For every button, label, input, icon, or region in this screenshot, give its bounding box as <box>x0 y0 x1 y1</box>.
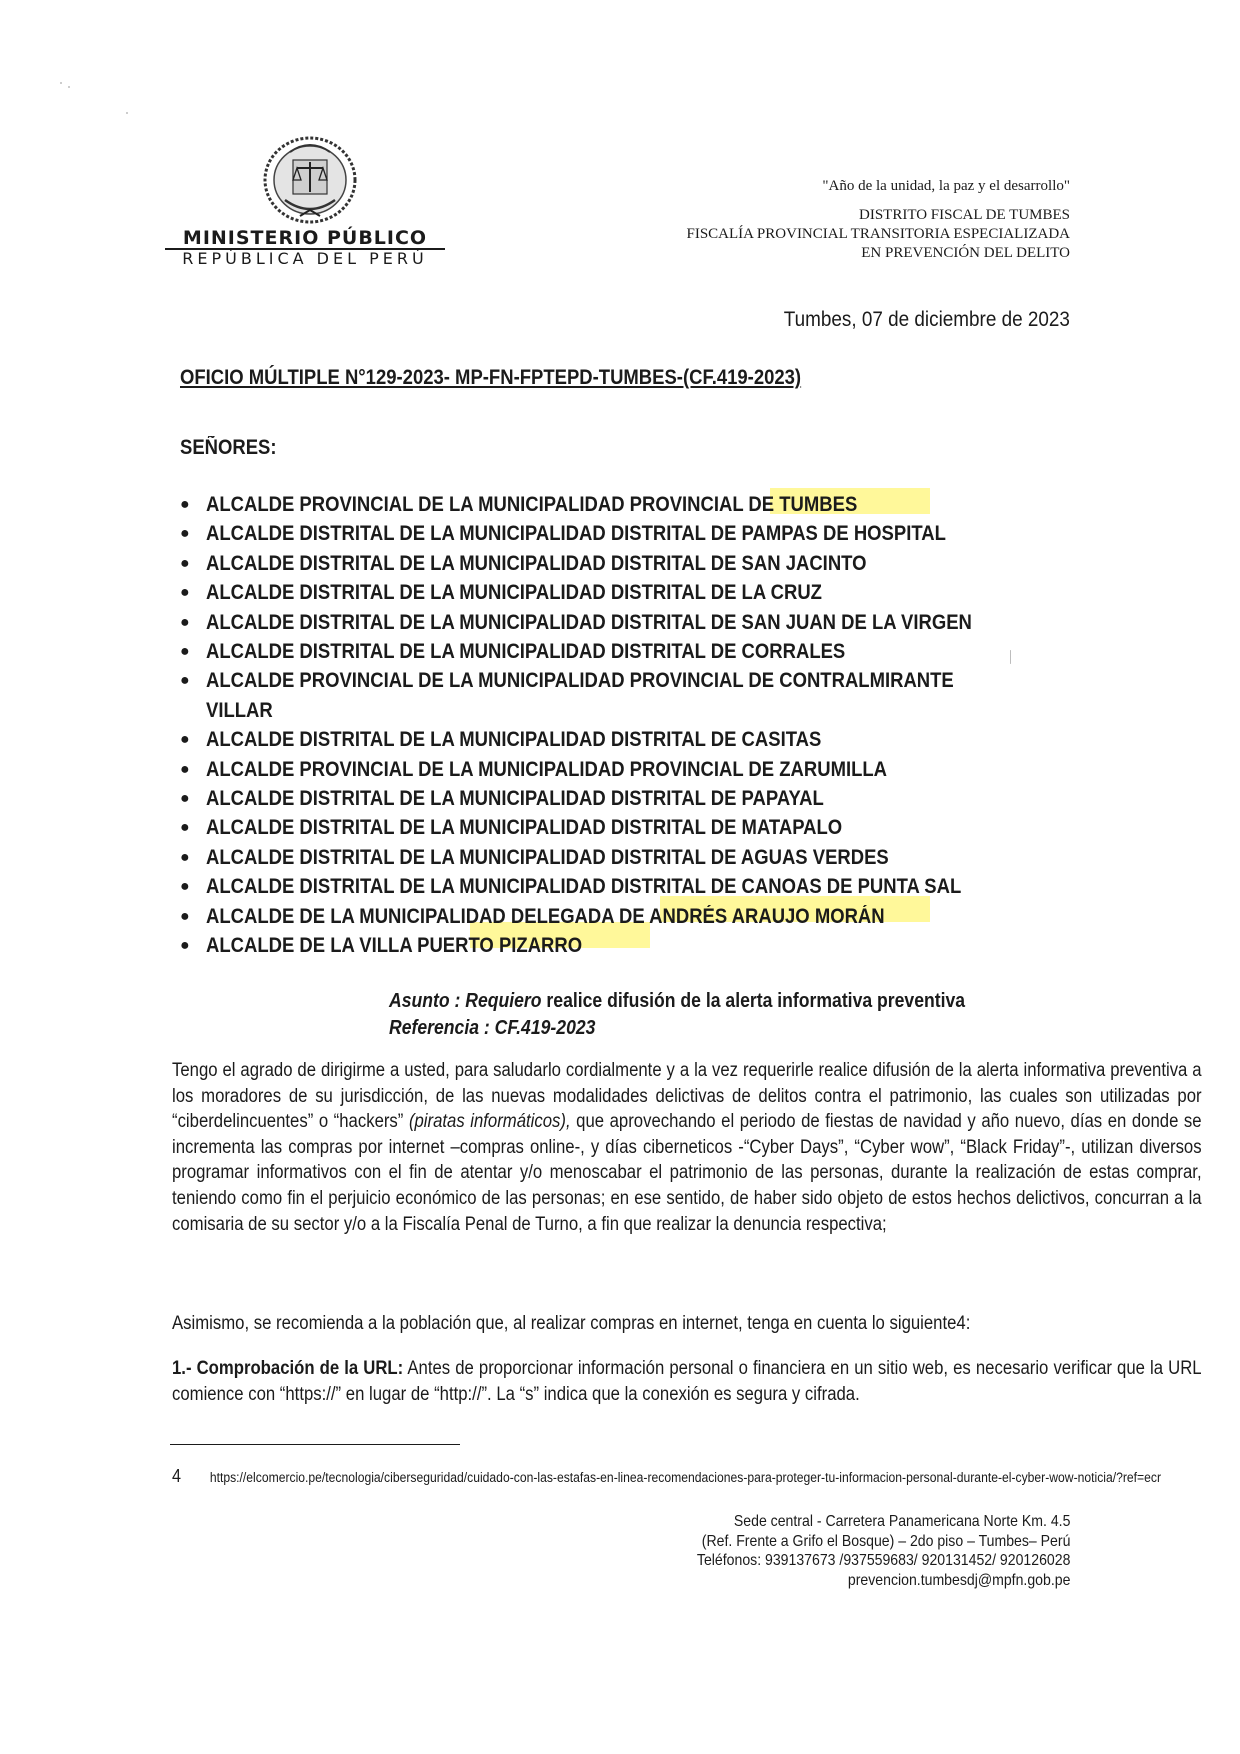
paragraph-italic-text: (piratas informáticos), <box>408 1111 571 1133</box>
recipient-item <box>180 902 1080 931</box>
subject-text: realice difusión de la alerta informativa preventiva <box>541 990 966 1012</box>
bullet-icon: ● <box>180 790 190 808</box>
office-line: EN PREVENCIÓN DEL DELITO <box>861 245 1070 261</box>
bullet-icon: ● <box>180 760 190 778</box>
logo-subtitle: REPÚBLICA DEL PERÚ <box>182 249 428 268</box>
bullet-icon: ● <box>180 672 190 690</box>
bullet-icon: ● <box>180 643 190 661</box>
recipient-item <box>180 872 1080 901</box>
recipient-text: ALCALDE DISTRITAL DE LA MUNICIPALIDAD DISTRITAL DE LA CRUZ <box>206 581 822 605</box>
recipient-item <box>180 813 1080 842</box>
bullet-icon: ● <box>180 584 190 602</box>
recipient-text: ALCALDE PROVINCIAL DE LA MUNICIPALIDAD PROVINCIAL DE TUMBES <box>206 493 858 516</box>
subject-block <box>389 988 965 1042</box>
subject-label: Asunto : <box>389 990 461 1012</box>
recipient-text: ALCALDE DISTRITAL DE LA MUNICIPALIDAD DISTRITAL DE PAMPAS DE HOSPITAL <box>206 522 946 546</box>
address-email[interactable]: prevencion.tumbesdj@mpfn.gob.pe <box>847 1571 1070 1589</box>
recipient-text: ALCALDE DISTRITAL DE LA MUNICIPALIDAD DISTRITAL DE MATAPALO <box>206 816 843 840</box>
bullet-icon: ● <box>180 819 190 837</box>
recipient-item <box>180 725 1080 754</box>
coat-of-arms-seal-icon <box>255 130 365 230</box>
recipients-list <box>180 490 1080 961</box>
bullet-icon: ● <box>180 613 190 631</box>
footnote-number: 4 <box>172 1466 182 1486</box>
recipient-text: ALCALDE DISTRITAL DE LA MUNICIPALIDAD DISTRITAL DE SAN JACINTO <box>206 551 867 575</box>
bullet-icon: ● <box>180 878 190 896</box>
year-motto: "Año de la unidad, la paz y el desarrollo" <box>822 178 1070 194</box>
address-line: Sede central - Carretera Panamericana Norte Km. 4.5 <box>733 1513 1070 1530</box>
recommendation-text: Antes de proporcionar información personal o financiera en un sitio web, es necesario verificar que la URL comience con “https://” en lugar de “http://”. La “s” indica que la conexión es segura y cifrada. <box>172 1358 1202 1405</box>
recipient-item <box>180 931 1080 960</box>
office-line: DISTRITO FISCAL DE TUMBES <box>859 207 1070 223</box>
bullet-icon: ● <box>180 496 190 513</box>
address-line: (Ref. Frente a Grifo el Bosque) – 2do piso – Tumbes– Perú <box>701 1532 1070 1550</box>
paragraph-text: Tengo el agrado de dirigirme a usted, para saludarlo cordialmente y a la vez requerirle realice difusión de la alerta informativa preventiva a los moradores de su jurisdicción, de las nuevas modalidades delictivas de delitos contra el patrimonio, las cuales son utilizadas por “ciberdelincuentes” o “hackers” <box>172 1060 1202 1133</box>
logo-title: MINISTERIO PÚBLICO <box>165 228 445 250</box>
ministerio-publico-logo <box>165 130 455 270</box>
recipient-item <box>180 490 1080 519</box>
recipient-item <box>180 549 1080 578</box>
recipient-text: ALCALDE DISTRITAL DE LA MUNICIPALIDAD DISTRITAL DE CORRALES <box>206 640 846 664</box>
recipient-text: ALCALDE DISTRITAL DE LA MUNICIPALIDAD DISTRITAL DE CASITAS <box>206 728 822 752</box>
document-date: Tumbes, 07 de diciembre de 2023 <box>783 308 1070 331</box>
bullet-icon: ● <box>180 937 190 955</box>
body-paragraph-3 <box>172 1356 1202 1407</box>
recipient-text: ALCALDE PROVINCIAL DE LA MUNICIPALIDAD PROVINCIAL DE CONTRALMIRANTE VILLAR <box>206 669 954 722</box>
recipient-item <box>180 843 1080 872</box>
recipient-item <box>180 755 1080 784</box>
recipient-item <box>180 519 1080 548</box>
reference-label: Referencia : <box>389 1017 490 1039</box>
footnote-url[interactable]: https://elcomercio.pe/tecnologia/ciberseguridad/cuidado-con-las-estafas-en-linea-recomendaciones-para-proteger-tu-informacion-personal-durante-el-cyber-wow-noticia/?ref=ecr <box>209 1470 1162 1485</box>
office-line: FISCALÍA PROVINCIAL TRANSITORIA ESPECIALIZADA <box>686 226 1070 242</box>
oficio-number-title: OFICIO MÚLTIPLE N°129-2023- MP-FN-FPTEPD-TUMBES-(CF.419-2023) <box>180 366 802 389</box>
recipient-item <box>180 784 1080 813</box>
subject-line <box>389 988 965 1015</box>
salutation: SEÑORES: <box>180 436 277 459</box>
bullet-icon: ● <box>180 848 190 866</box>
recipient-text: ALCALDE DISTRITAL DE LA MUNICIPALIDAD DISTRITAL DE PAPAYAL <box>206 787 824 811</box>
recipient-text: ALCALDE PROVINCIAL DE LA MUNICIPALIDAD PROVINCIAL DE ZARUMILLA <box>206 757 888 781</box>
office-address <box>697 1512 1070 1590</box>
recipient-text: ALCALDE DISTRITAL DE LA MUNICIPALIDAD DISTRITAL DE SAN JUAN DE LA VIRGEN <box>206 610 972 634</box>
recipient-text: ALCALDE DISTRITAL DE LA MUNICIPALIDAD DISTRITAL DE AGUAS VERDES <box>206 845 889 869</box>
reference-value: CF.419-2023 <box>494 1017 596 1039</box>
recommendation-label: 1.- Comprobación de la URL: <box>172 1358 404 1379</box>
address-phones: Teléfonos: 939137673 /937559683/ 920131452/ 920126028 <box>696 1552 1070 1569</box>
recipient-item <box>180 608 1080 637</box>
office-header <box>687 206 1071 263</box>
footnote-divider <box>170 1444 460 1445</box>
bullet-icon: ● <box>180 525 190 543</box>
subject-verb: Requiero <box>465 990 542 1012</box>
reference-line <box>389 1015 965 1042</box>
recipient-item <box>180 637 1080 666</box>
bullet-icon: ● <box>180 731 190 749</box>
recipient-text: ALCALDE DE LA MUNICIPALIDAD DELEGADA DE ANDRÉS ARAUJO MORÁN <box>206 904 885 928</box>
recipient-item <box>180 578 1080 607</box>
bullet-icon: ● <box>180 554 190 572</box>
paragraph-text: que aprovechando el periodo de fiestas de navidad y año nuevo, días en donde se incrementa las compras por internet –compras online-, y días ciberneticos -“Cyber Days”, “Cyber wow”, “Black Friday”-, utilizan diversos programar informativos con el fin de atentar y/o menoscabar el patrimonio de las personas, durante la realización de estas comprar, teniendo como fin el perjuicio económico de las personas; en ese sentido, de haber sido objeto de estos hechos delictivos, concurran a la comisaria de su sector y/o a la Fiscalía Penal de Turno, a fin que realizar la denuncia respectiva; <box>172 1111 1202 1235</box>
recipient-item <box>180 666 1080 725</box>
footnote <box>172 1465 1240 1489</box>
recipient-text: ALCALDE DISTRITAL DE LA MUNICIPALIDAD DISTRITAL DE CANOAS DE PUNTA SAL <box>206 875 962 899</box>
recipient-text: ALCALDE DE LA VILLA PUERTO PIZARRO <box>206 934 583 958</box>
body-paragraph-1 <box>172 1058 1202 1237</box>
bullet-icon: ● <box>180 907 190 925</box>
body-paragraph-2: Asimismo, se recomienda a la población que, al realizar compras en internet, tenga en cuenta lo siguiente4: <box>172 1313 971 1334</box>
